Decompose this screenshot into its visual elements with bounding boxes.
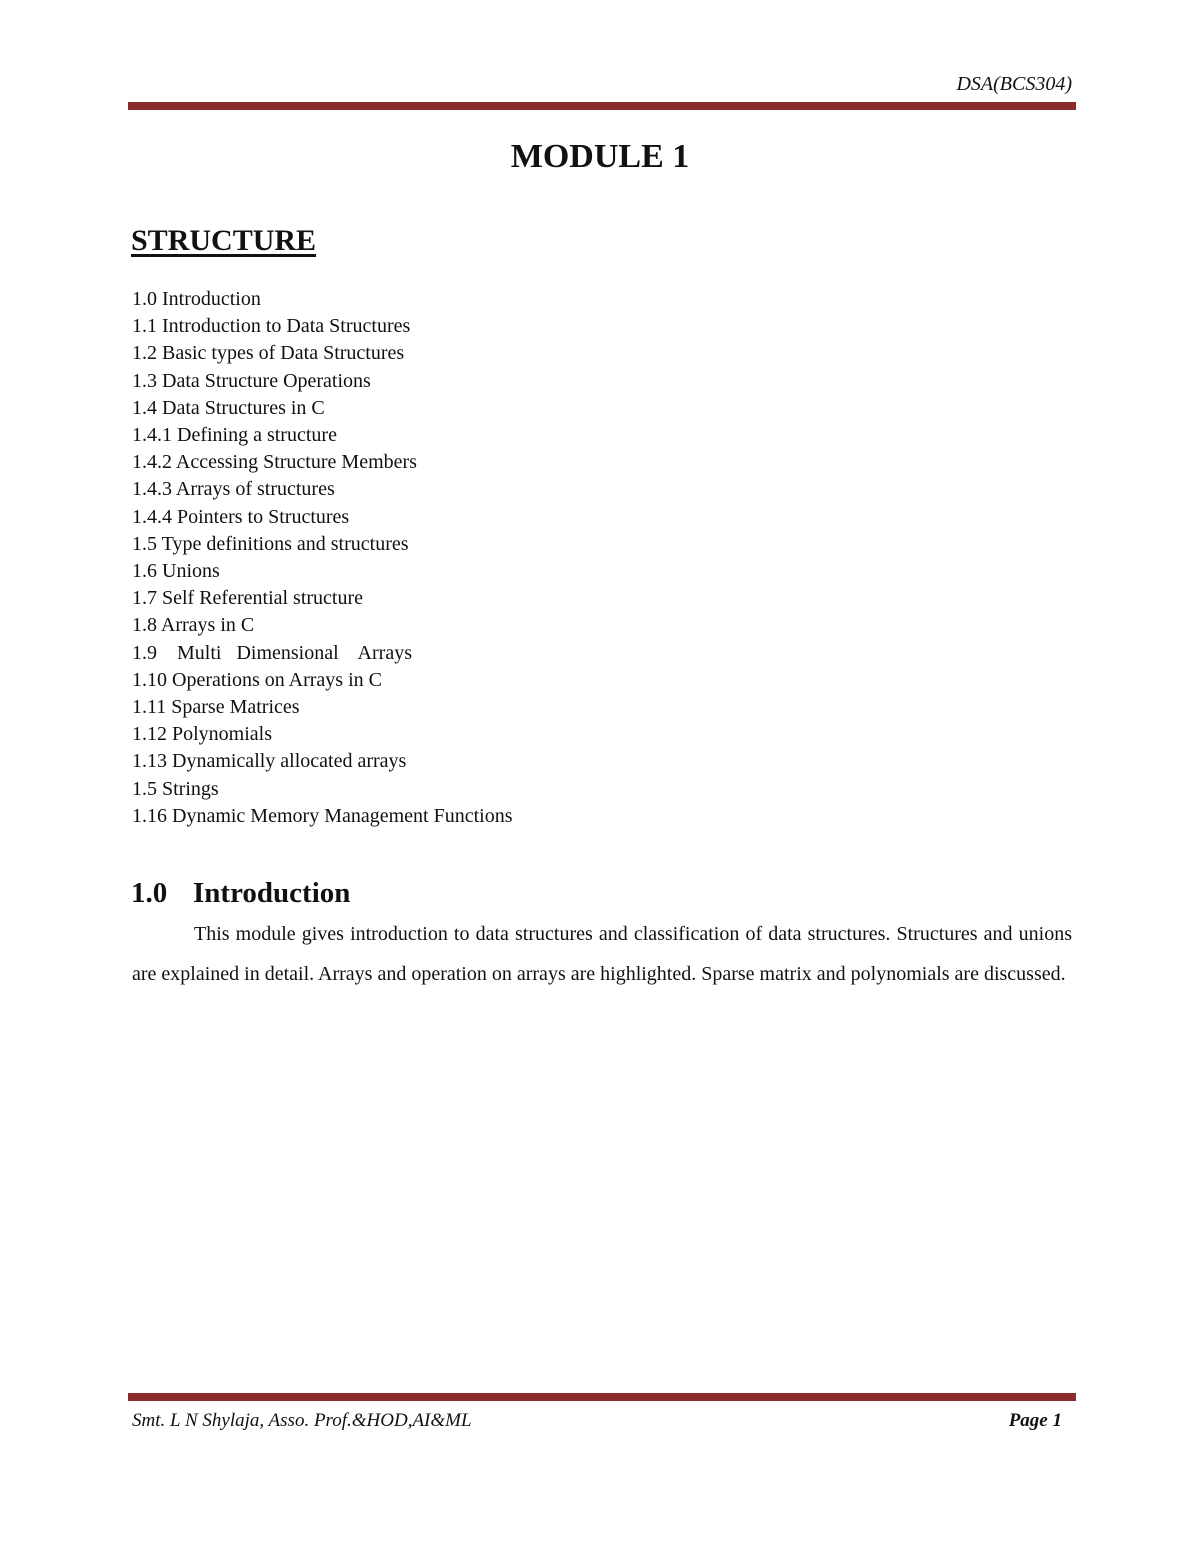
- section-title: Introduction: [193, 877, 351, 909]
- structure-list-item: 1.4.3 Arrays of structures: [132, 478, 335, 501]
- structure-list-item: 1.0 Introduction: [132, 288, 261, 310]
- structure-list-item: 1.13 Dynamically allocated arrays: [132, 750, 407, 773]
- structure-list-item: 1.5 Type definitions and structures: [132, 532, 409, 555]
- structure-list-item: 1.16 Dynamic Memory Management Functions: [132, 804, 513, 827]
- structure-list-item: 1.4.2 Accessing Structure Members: [132, 451, 417, 474]
- footer-rule: [128, 1393, 1076, 1401]
- structure-list-item: 1.4 Data Structures in C: [132, 396, 325, 419]
- structure-list-item: 1.11 Sparse Matrices: [132, 696, 300, 719]
- structure-list-item: 1.4.1 Defining a structure: [132, 424, 337, 447]
- structure-list-item: 1.12 Polynomials: [132, 723, 273, 746]
- section-number: 1.0: [131, 877, 168, 909]
- structure-list-item: 1.9 Multi Dimensional Arrays: [132, 641, 412, 664]
- structure-list-item: 1.1 Introduction to Data Structures: [132, 315, 411, 338]
- page-number: Page 1: [1008, 1410, 1062, 1431]
- header-rule: [128, 102, 1076, 110]
- structure-list-item: 1.3 Data Structure Operations: [132, 369, 371, 392]
- structure-list-item: 1.8 Arrays in C: [132, 614, 255, 637]
- structure-list-item: 1.2 Basic types of Data Structures: [132, 342, 405, 365]
- section-heading: [131, 878, 350, 910]
- header-course-code: DSA(BCS304): [956, 73, 1072, 95]
- structure-heading: STRUCTURE: [131, 224, 317, 257]
- structure-list: [132, 286, 513, 830]
- structure-list-item: 1.5 Strings: [132, 777, 219, 800]
- section-body: This module gives introduction to data structures and classification of data structures. Structures and unions are explained in detail. Arrays and operation on arrays are highlighted. Sparse matrix and polynomials are discussed.: [132, 923, 1072, 985]
- structure-list-item: 1.4.4 Pointers to Structures: [132, 505, 350, 528]
- footer-author: Smt. L N Shylaja, Asso. Prof.&HOD,AI&ML: [132, 1410, 472, 1431]
- structure-list-item: 1.10 Operations on Arrays in C: [132, 668, 382, 691]
- structure-list-item: 1.7 Self Referential structure: [132, 587, 364, 610]
- page-title: MODULE 1: [510, 138, 690, 175]
- structure-list-item: 1.6 Unions: [132, 560, 220, 583]
